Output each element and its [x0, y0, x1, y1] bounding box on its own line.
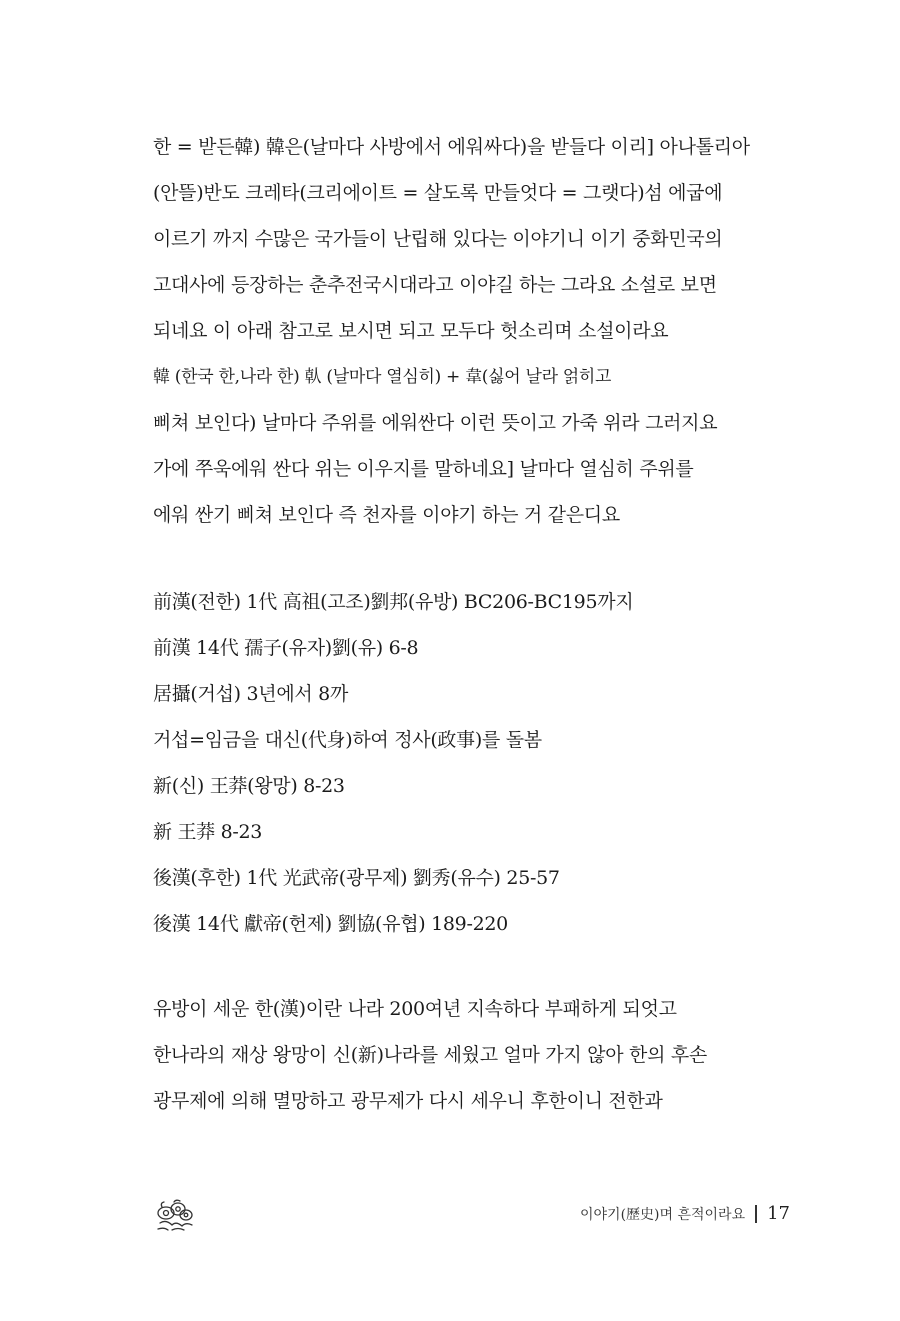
dynasty-line: 前漢 14代 孺子(유자)劉(유) 6-8 [153, 637, 419, 659]
paragraph-2-dynasty-list [153, 579, 793, 947]
dynasty-line: 新 王莽 8-23 [153, 821, 263, 843]
running-title: 이야기(歷史)며 흔적이라요 [580, 1206, 746, 1223]
text-line: 삐쳐 보인다) 날마다 주위를 에워싼다 이런 뜻이고 가죽 위라 그러지요 [153, 412, 718, 434]
text-line: 광무제에 의해 멸망하고 광무제가 다시 세우니 후한이니 전한과 [153, 1090, 663, 1112]
text-line: 韓 (한국 한,나라 한) 倝 (날마다 열심히) + 韋(싫어 날라 얽히고 [153, 367, 612, 387]
paragraph-3 [153, 986, 793, 1124]
dynasty-line: 後漢(후한) 1代 光武帝(광무제) 劉秀(유수) 25-57 [153, 867, 560, 889]
dynasty-line: 거섭=임금을 대신(代身)하여 정사(政事)를 돌봄 [153, 729, 542, 751]
page-number: 17 [767, 1203, 790, 1224]
dynasty-line: 居攝(거섭) 3년에서 8까 [153, 683, 349, 705]
dynasty-line: 前漢(전한) 1代 高祖(고조)劉邦(유방) BC206-BC195까지 [153, 591, 634, 613]
text-line: 한나라의 재상 왕망이 신(新)나라를 세웠고 얼마 가지 않아 한의 후손 [153, 1044, 707, 1066]
text-line: 에워 싼기 삐쳐 보인다 즉 천자를 이야기 하는 거 같은디요 [153, 504, 620, 526]
dynasty-line: 後漢 14代 獻帝(헌제) 劉協(유협) 189-220 [153, 913, 508, 935]
text-line: 가에 쭈욱에워 싼다 위는 이우지를 말하네요] 날마다 열심히 주위를 [153, 458, 694, 480]
footer-divider [755, 1205, 757, 1223]
dynasty-line: 新(신) 王莽(왕망) 8-23 [153, 775, 345, 797]
text-line: 유방이 세운 한(漢)이란 나라 200여년 지속하다 부패하게 되엇고 [153, 998, 677, 1020]
text-line: 이르기 까지 수많은 국가들이 난립해 있다는 이야기니 이기 중화민국의 [153, 228, 723, 250]
paragraph-1 [153, 124, 793, 538]
flower-doodle-icon [152, 1197, 196, 1233]
text-line: 고대사에 등장하는 춘추전국시대라고 이야길 하는 그라요 소설로 보면 [153, 274, 717, 296]
running-header-group [580, 1203, 790, 1224]
text-line: 한 = 받든韓) 韓은(날마다 사방에서 에워싸다)을 받들다 이리] 아나톨리아 [153, 136, 750, 158]
text-line: (안뜰)반도 크레타(크리에이트 = 살도록 만들엇다 = 그랫다)섬 에굽에 [153, 182, 723, 204]
text-line: 되네요 이 아래 참고로 보시면 되고 모두다 헛소리며 소설이라요 [153, 320, 669, 342]
page-footer [150, 1195, 800, 1235]
